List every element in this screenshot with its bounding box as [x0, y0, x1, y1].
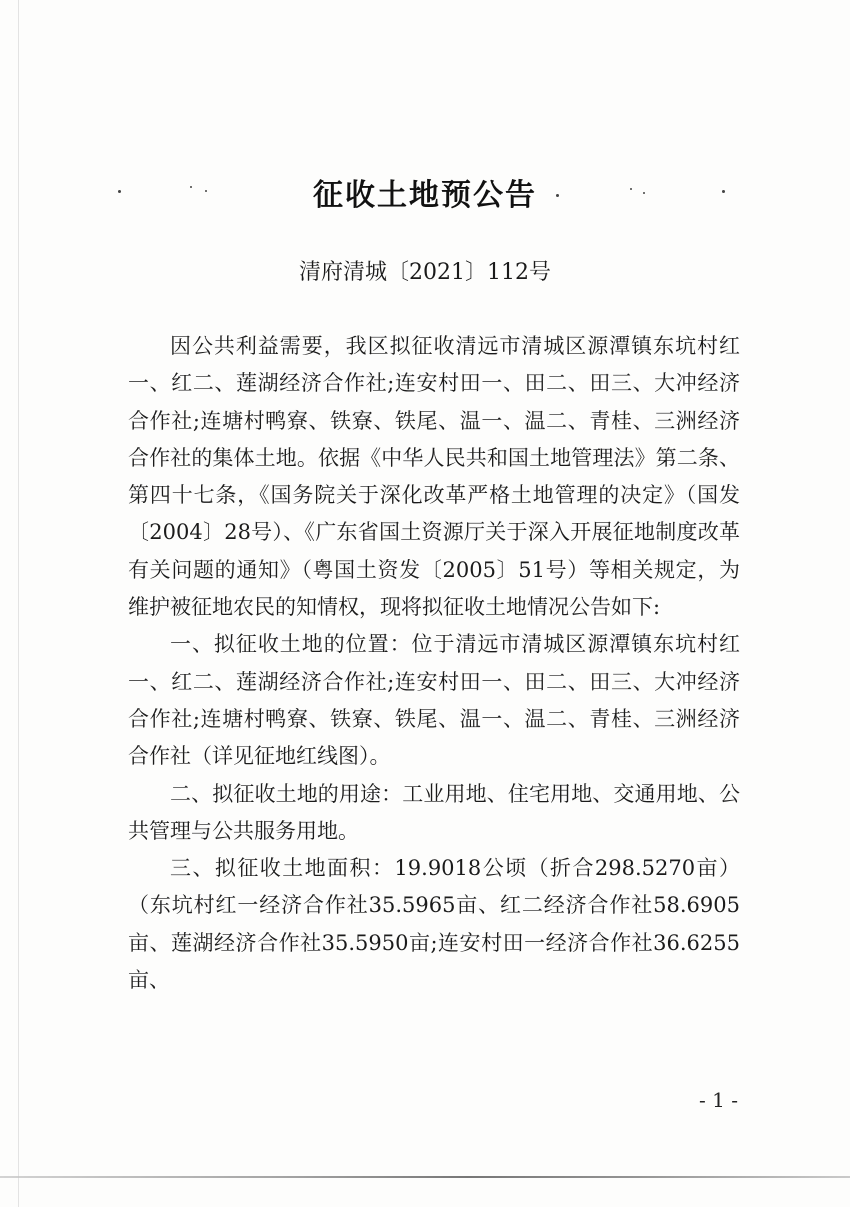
paragraph-location: 一、拟征收土地的位置：位于清远市清城区源潭镇东坑村红一、红二、莲湖经济合作社;连安村田一、田二、田三、大冲经济合作社;连塘村鸭寮、铁寮、铁尾、温一、温二、青桂、三洲经济合作社（详见征地红线图）。 [128, 632, 740, 769]
scan-speck [190, 186, 192, 188]
document-body [128, 328, 740, 999]
paragraph-purpose: 二、拟征收土地的用途：工业用地、住宅用地、交通用地、公共管理与公共服务用地。 [128, 781, 740, 843]
scan-speck [722, 190, 725, 193]
scan-speck [118, 190, 121, 193]
scan-speck [643, 192, 645, 194]
scan-artifact-line [0, 1176, 850, 1178]
scan-speck [630, 188, 632, 190]
document-number: 清府清城〔2021〕112号 [299, 260, 551, 285]
paragraph-area: 三、拟征收土地面积：19.9018公顷（折合298.5270亩）（东坑村红一经济合作社35.5965亩、红二经济合作社58.6905亩、莲湖经济合作社35.5950亩;连安村田一经济合作社36.6255亩、 [128, 856, 740, 993]
page-number: - 1 - [699, 1088, 738, 1112]
scan-speck [205, 190, 207, 192]
paragraph-intro: 因公共利益需要，我区拟征收清远市清城区源潭镇东坑村红一、红二、莲湖经济合作社;连安村田一、田二、田三、大冲经济合作社;连塘村鸭寮、铁寮、铁尾、温一、温二、青桂、三洲经济合作社的集体土地。依据《中华人民共和国土地管理法》第二条、第四十七条，《国务院关于深化改革严格土地管理的决定》（国发〔2004〕28号）、《广东省国土资源厅关于深入开展征地制度改革有关问题的通知》（粤国土资发〔2005〕51号）等相关规定，为维护被征地农民的知情权，现将拟征收土地情况公告如下: [128, 334, 740, 620]
scan-speck [556, 194, 559, 197]
page-title: 征收土地预公告 [313, 178, 537, 213]
